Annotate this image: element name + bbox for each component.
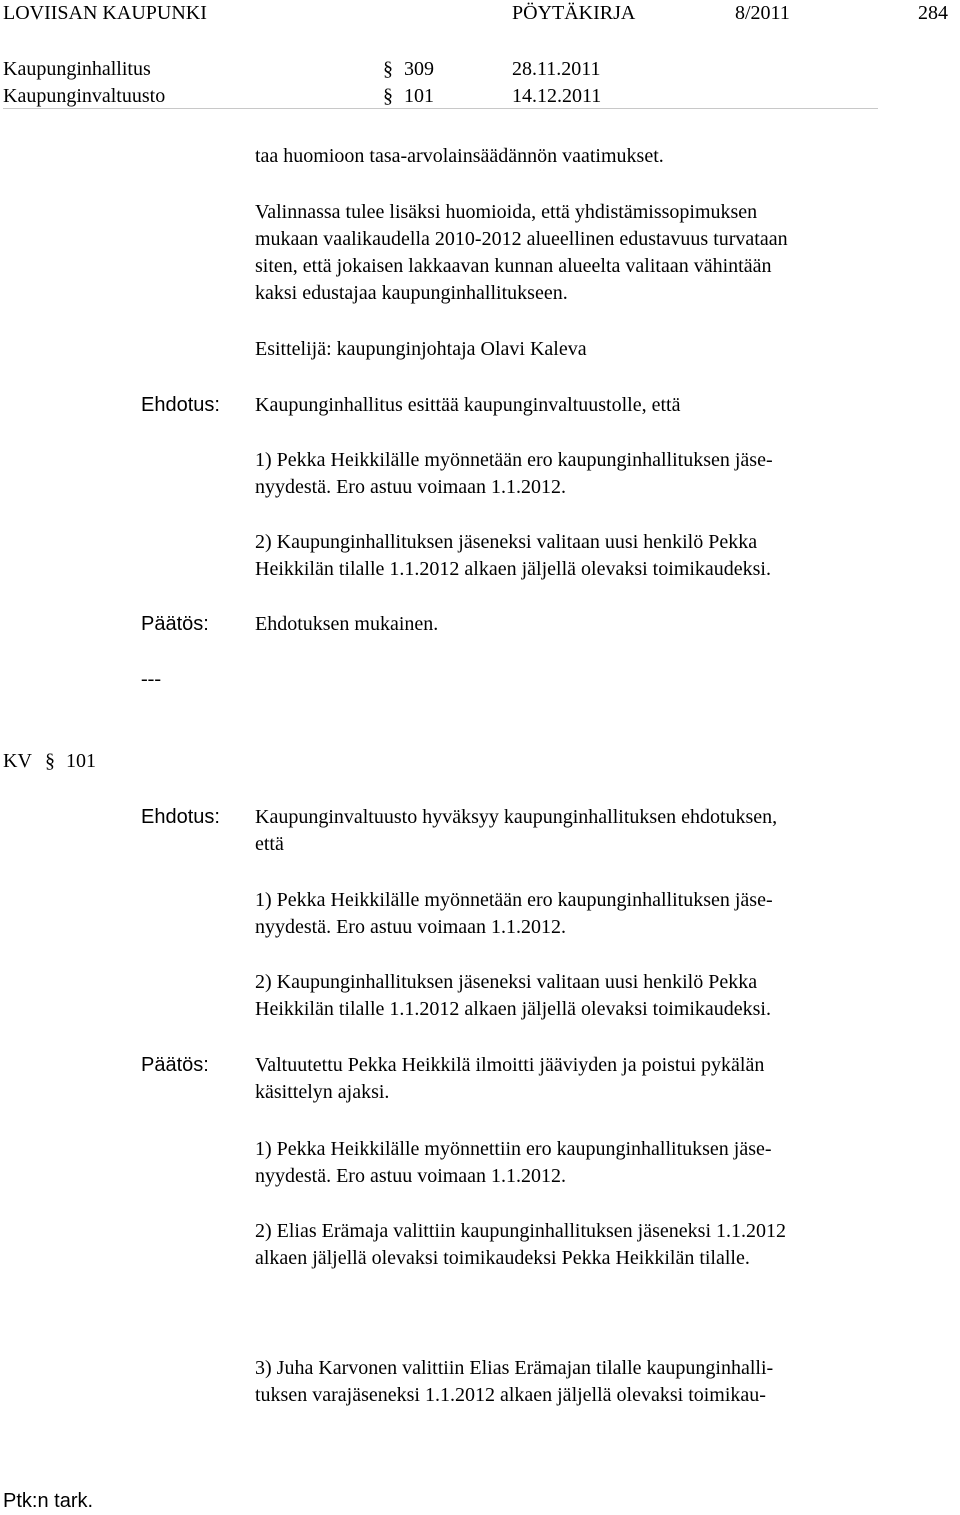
header-divider	[3, 108, 878, 109]
proposal-item-2	[255, 969, 955, 1023]
minutes-checker-note: Ptk:n tark.	[3, 1490, 94, 1512]
section-sign: §	[45, 750, 55, 772]
meeting-date: 14.12.2011	[512, 85, 602, 107]
decision-result-2	[255, 1218, 955, 1272]
page-number: 284	[918, 2, 948, 24]
paragraph-line: alkaen jäljellä olevaksi toimikaudeksi Pekka Heikkilän tilalle.	[255, 1247, 750, 1269]
paragraph-line: 1) Pekka Heikkilälle myönnetään ero kaupunginhallituksen jäse-	[255, 449, 773, 471]
paragraph-line: 1) Pekka Heikkilälle myönnetään ero kaupunginhallituksen jäse-	[255, 889, 773, 911]
paragraph-line: 1) Pekka Heikkilälle myönnettiin ero kaupunginhallituksen jäse-	[255, 1138, 772, 1160]
proposal-text: Kaupunginhallitus esittää kaupunginvaltuustolle, että	[255, 394, 681, 416]
paragraph-line: Heikkilän tilalle 1.1.2012 alkaen jäljellä olevaksi toimikaudeksi.	[255, 558, 771, 580]
document-type: PÖYTÄKIRJA	[512, 2, 636, 24]
decision-text: Ehdotuksen mukainen.	[255, 613, 439, 635]
paragraph-line: 2) Elias Erämaja valittiin kaupunginhallituksen jäseneksi 1.1.2012	[255, 1220, 786, 1242]
intro-line: taa huomioon tasa-arvolainsäädännön vaatimukset.	[255, 145, 664, 167]
proposal-item-1	[255, 887, 955, 941]
paragraph-line: käsittelyn ajaksi.	[255, 1081, 390, 1103]
section-sign: §	[383, 58, 393, 80]
paragraph-line: nyydestä. Ero astuu voimaan 1.1.2012.	[255, 916, 567, 938]
paragraph-line: siten, että jokaisen lakkaavan kunnan alueelta valitaan vähintään	[255, 255, 772, 277]
body-name: Kaupunginhallitus	[3, 58, 151, 80]
decision-label: Päätös:	[141, 613, 209, 635]
decision-result-3	[255, 1355, 955, 1409]
proposal-item-2	[255, 529, 955, 583]
paragraph-line: Valinnassa tulee lisäksi huomioida, että yhdistämissopimuksen	[255, 201, 758, 223]
paragraph-line: mukaan vaalikaudella 2010-2012 alueellinen edustavuus turvataan	[255, 228, 788, 250]
proposal-text	[255, 804, 955, 858]
selection-paragraph	[255, 199, 955, 307]
section-number: 101	[404, 85, 434, 107]
proposal-label: Ehdotus:	[141, 394, 220, 416]
decision-result-1	[255, 1136, 955, 1190]
paragraph-line: Valtuutettu Pekka Heikkilä ilmoitti jääviyden ja poistui pykälän	[255, 1054, 765, 1076]
paragraph-line: 2) Kaupunginhallituksen jäseneksi valitaan uusi henkilö Pekka	[255, 971, 758, 993]
paragraph-line: kaksi edustajaa kaupunginhallitukseen.	[255, 282, 568, 304]
kv-prefix: KV	[3, 750, 32, 772]
proposal-item-1	[255, 447, 955, 501]
section-separator: ---	[141, 668, 161, 690]
decision-text	[255, 1052, 955, 1106]
paragraph-line: että	[255, 833, 284, 855]
paragraph-line: 2) Kaupunginhallituksen jäseneksi valitaan uusi henkilö Pekka	[255, 531, 758, 553]
section-number: 309	[404, 58, 434, 80]
document-number: 8/2011	[735, 2, 790, 24]
proposal-label: Ehdotus:	[141, 806, 220, 828]
paragraph-line: Heikkilän tilalle 1.1.2012 alkaen jäljellä olevaksi toimikaudeksi.	[255, 998, 771, 1020]
decision-label: Päätös:	[141, 1054, 209, 1076]
section-number: 101	[66, 750, 96, 772]
paragraph-line: nyydestä. Ero astuu voimaan 1.1.2012.	[255, 1165, 567, 1187]
paragraph-line: 3) Juha Karvonen valittiin Elias Erämajan tilalle kaupunginhalli-	[255, 1357, 774, 1379]
meeting-date: 28.11.2011	[512, 58, 601, 80]
org-name: LOVIISAN KAUPUNKI	[3, 2, 207, 24]
body-name: Kaupunginvaltuusto	[3, 85, 166, 107]
paragraph-line: Kaupunginvaltuusto hyväksyy kaupunginhallituksen ehdotuksen,	[255, 806, 778, 828]
section-sign: §	[383, 85, 393, 107]
presenter: Esittelijä: kaupunginjohtaja Olavi Kaleva	[255, 338, 587, 360]
paragraph-line: tuksen varajäseneksi 1.1.2012 alkaen jäljellä olevaksi toimikau-	[255, 1384, 766, 1406]
paragraph-line: nyydestä. Ero astuu voimaan 1.1.2012.	[255, 476, 567, 498]
